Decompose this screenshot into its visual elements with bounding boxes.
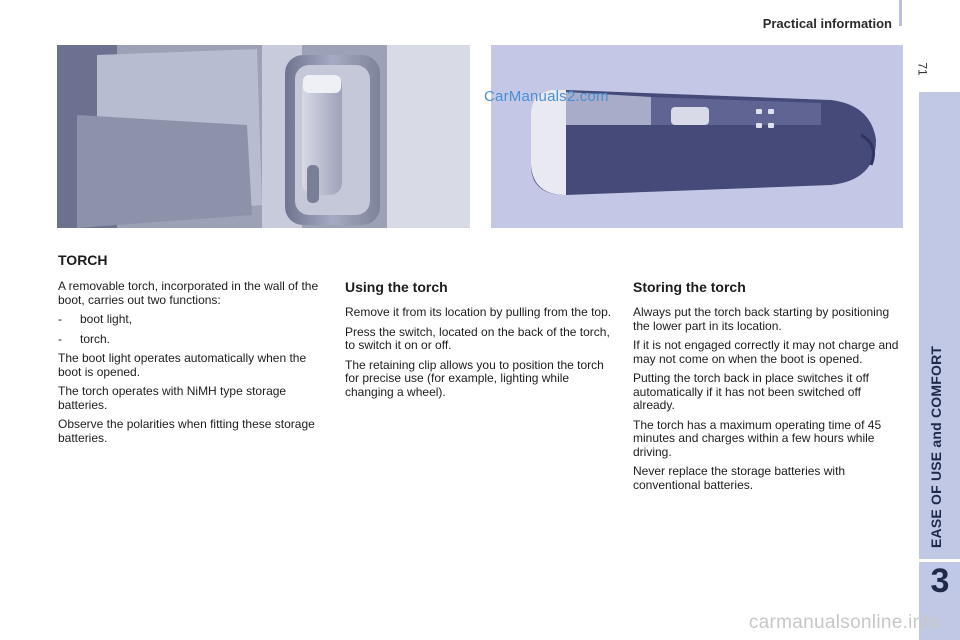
page-number: 71 <box>915 62 930 76</box>
storing-paragraph: Putting the torch back in place switches it off automatically if it has not been switched off already. <box>633 371 869 412</box>
torch-heading: TORCH <box>58 252 108 268</box>
torch-in-boot-illustration <box>57 45 470 228</box>
storing-paragraph: Never replace the storage batteries with conventional batteries. <box>633 464 846 492</box>
using-torch-heading: Using the torch <box>345 279 448 295</box>
torch-function-item <box>58 313 330 327</box>
torch-in-boot-photo <box>57 45 470 228</box>
bullet-dash: - <box>58 331 62 346</box>
torch-paragraph: The boot light operates automatically when the boot is opened. <box>58 351 307 379</box>
torch-function-boot-light: boot light, <box>80 312 133 326</box>
torch-paragraph: Observe the polarities when fitting these storage batteries. <box>58 417 315 445</box>
torch-intro: A removable torch, incorporated in the wall of the boot, carries out two functions: <box>58 279 319 307</box>
using-paragraph: The retaining clip allows you to position the torch for precise use (for example, lighting while changing a wheel). <box>345 357 604 399</box>
torch-function-torch: torch. <box>80 331 111 346</box>
torch-section-body <box>58 280 330 451</box>
using-paragraph: Press the switch, located on the back of the torch, to switch it on or off. <box>345 324 610 352</box>
using-paragraph: Remove it from its location by pulling from the top. <box>345 305 612 319</box>
storing-torch-heading: Storing the torch <box>633 279 746 295</box>
torch-function-item <box>58 333 330 347</box>
storing-paragraph: Always put the torch back starting by positioning the lower part in its location. <box>633 305 890 333</box>
storing-paragraph: The torch has a maximum operating time of 45 minutes and charges within a few hours while driving. <box>633 417 882 459</box>
footer-watermark: carmanualsonline.info <box>748 612 940 633</box>
storing-paragraph: If it is not engaged correctly it may not charge and may not come on when the boot is opened. <box>633 338 899 366</box>
torch-illustration <box>491 45 903 228</box>
torch-paragraph: The torch operates with NiMH type storage batteries. <box>58 384 287 412</box>
page-header-title: Practical information <box>762 16 892 31</box>
using-torch-body <box>345 306 617 405</box>
storing-torch-body <box>633 306 905 498</box>
bullet-dash: - <box>58 312 62 326</box>
carmanuals-watermark: CarManuals2.com <box>484 88 609 105</box>
chapter-number: 3 <box>930 562 950 600</box>
chapter-label: EASE OF USE and COMFORT <box>928 345 944 548</box>
header-rule <box>899 0 902 26</box>
torch-photo <box>491 45 903 228</box>
